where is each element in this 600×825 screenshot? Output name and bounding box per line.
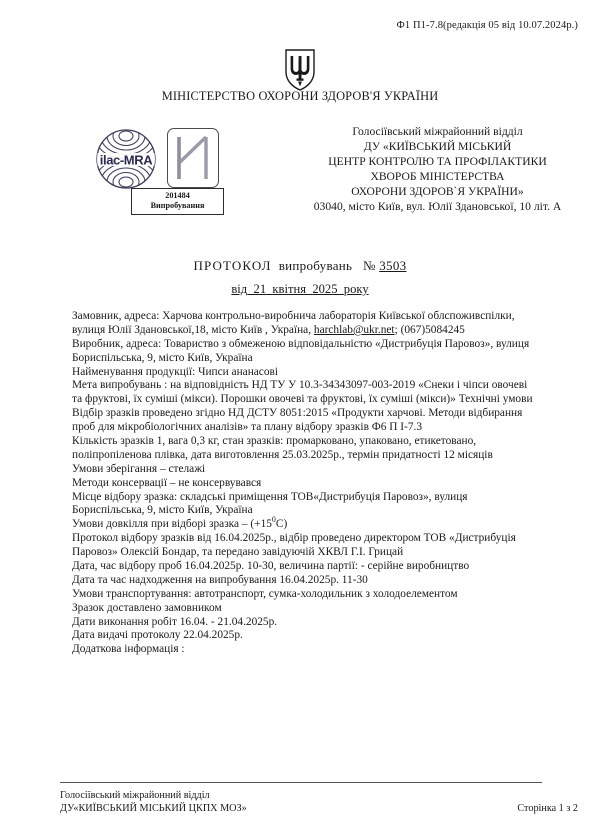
field-work-dates: Дати виконання робіт 16.04. - 21.04.2025р. xyxy=(72,615,278,628)
accreditation-number: 201484 xyxy=(165,191,190,200)
field-sampling-protocol: Протокол відбору зразків від 16.04.2025р., відбір проведено директором ТОВ «Дистрибуція Паровоз» Олексій Бондар, та передано завідуючій ХКВЛ Г.І. Грицай xyxy=(72,532,516,559)
org-line-1: Голосіївський міжрайонний відділ xyxy=(352,125,523,138)
accreditation-logos xyxy=(95,126,265,221)
org-address: 03040, місто Київ, вул. Юлії Здановської, 10 літ. А xyxy=(313,199,562,213)
field-sampling-place: Місце відбору зразка: складські приміщення ТОВ«Дистрибуція Паровоз», вулиця Бориспільська, 9, місто Київ, Україна xyxy=(72,490,468,517)
protocol-date-month: квітня xyxy=(272,282,307,296)
svg-text:ilac-MRA: ilac-MRA xyxy=(99,152,153,168)
customer-email-link[interactable]: harchlab@ukr.net xyxy=(313,323,395,336)
environment-text: Умови довкілля при відборі зразка – (+15 xyxy=(72,518,272,531)
field-manufacturer: Виробник, адреса: Товариство з обмеженою відповідальністю «Дистрибуція Паровоз», вулиця Бориспільська, 9, місто Київ, Україна xyxy=(72,337,530,364)
ilac-mra-logo-icon xyxy=(95,128,157,190)
field-transport: Умови транспортування: автотранспорт, сумка-холодильник з холодоелементом xyxy=(72,587,458,600)
environment-degree: 0 xyxy=(271,515,276,525)
field-sampling-datetime: Дата, час відбору проб 16.04.2025р. 10-30, величина партії: - серійне виробництво xyxy=(72,560,470,573)
form-code: Ф1 П1-7.8(редакція 05 від 10.07.2024р.) xyxy=(396,20,578,31)
field-delivery: Зразок доставлено замовником xyxy=(72,601,222,614)
footer-page-number: Сторінка 1 з 2 xyxy=(517,803,578,814)
field-additional-info: Додаткова інформація : xyxy=(72,643,185,656)
protocol-date-day: 21 xyxy=(253,282,267,296)
protocol-body xyxy=(72,310,534,657)
field-quantity: Кількість зразків 1, вага 0,3 кг, стан зразків: промарковано, упаковано, етикетовано, поліпропіленова плівка, дата виготовлення 25.03.2025р., термін придатності 12 місяців xyxy=(72,435,493,461)
protocol-number: 3503 xyxy=(379,258,407,273)
org-line-3: ЦЕНТР КОНТРОЛЮ ТА ПРОФІЛАКТИКИ xyxy=(328,154,547,168)
org-line-4: ХВОРОБ МІНІСТЕРСТВА xyxy=(370,169,505,183)
org-line-5: ОХОРОНИ ЗДОРОВ`Я УКРАЇНИ» xyxy=(351,184,524,198)
field-purpose: Мета випробувань : на відповідність НД ТУ У 10.3-34343097-003-2019 «Снеки і чіпси овочеві та фруктові, їх суміші (мікси). Порошки овочеві та фруктові, їх суміші (мікси)» Технічні умови xyxy=(72,379,533,406)
field-preservation: Методи консервації – не консервувався xyxy=(72,476,262,489)
protocol-date-prefix: від xyxy=(231,282,248,296)
protocol-date-row xyxy=(0,282,600,297)
protocol-date-year: 2025 xyxy=(312,282,338,296)
protocol-title-row xyxy=(0,258,600,274)
field-storage: Умови зберігання – стелажі xyxy=(72,462,206,475)
org-line-2: ДУ «КИЇВСЬКИЙ МІСЬКИЙ xyxy=(363,139,512,153)
field-product-name: Найменування продукції: Чипси ананасові xyxy=(72,365,279,378)
protocol-date-suffix: року xyxy=(343,282,369,296)
organization-header xyxy=(275,125,600,215)
protocol-number-sign: № xyxy=(362,258,376,273)
field-customer xyxy=(72,310,534,338)
field-environment xyxy=(72,515,534,532)
footer-divider xyxy=(60,782,542,783)
footer-organization xyxy=(60,789,542,815)
accreditation-number-box xyxy=(131,188,224,215)
environment-suffix: С) xyxy=(275,518,288,531)
field-sampling-standard: Відбір зразків проведено згідно НД ДСТУ 8051:2015 «Продукти харчові. Методи відбирання проб для мікробіологічних аналізів» та плану відбору зразків Ф6 П І-7.3 xyxy=(72,407,523,434)
footer-line-1: Голосіївський міжрайонний відділ xyxy=(60,790,210,801)
ministry-title: МІНІСТЕРСТВО ОХОРОНИ ЗДОРОВ'Я УКРАЇНИ xyxy=(161,89,439,103)
footer-line-2: ДУ«КИЇВСЬКИЙ МІСЬКИЙ ЦКПХ МОЗ» xyxy=(60,803,247,815)
customer-phone: ; (067)5084245 xyxy=(394,323,465,336)
customer-text: Замовник, адреса: Харчова контрольно-виробнича лабораторія Київської облспоживспілки, вулиця Юлії Здановської,18, місто Київ , Україна, xyxy=(72,310,515,336)
accreditation-label: Випробування xyxy=(150,201,205,211)
protocol-subtitle: випробувань xyxy=(278,258,353,273)
naau-logo-icon xyxy=(167,128,219,188)
protocol-title: ПРОТОКОЛ xyxy=(193,258,272,273)
field-issue-date: Дата видачі протоколу 22.04.2025р. xyxy=(72,629,243,642)
field-arrival-datetime: Дата та час надходження на випробування 16.04.2025р. 11-30 xyxy=(72,573,368,586)
